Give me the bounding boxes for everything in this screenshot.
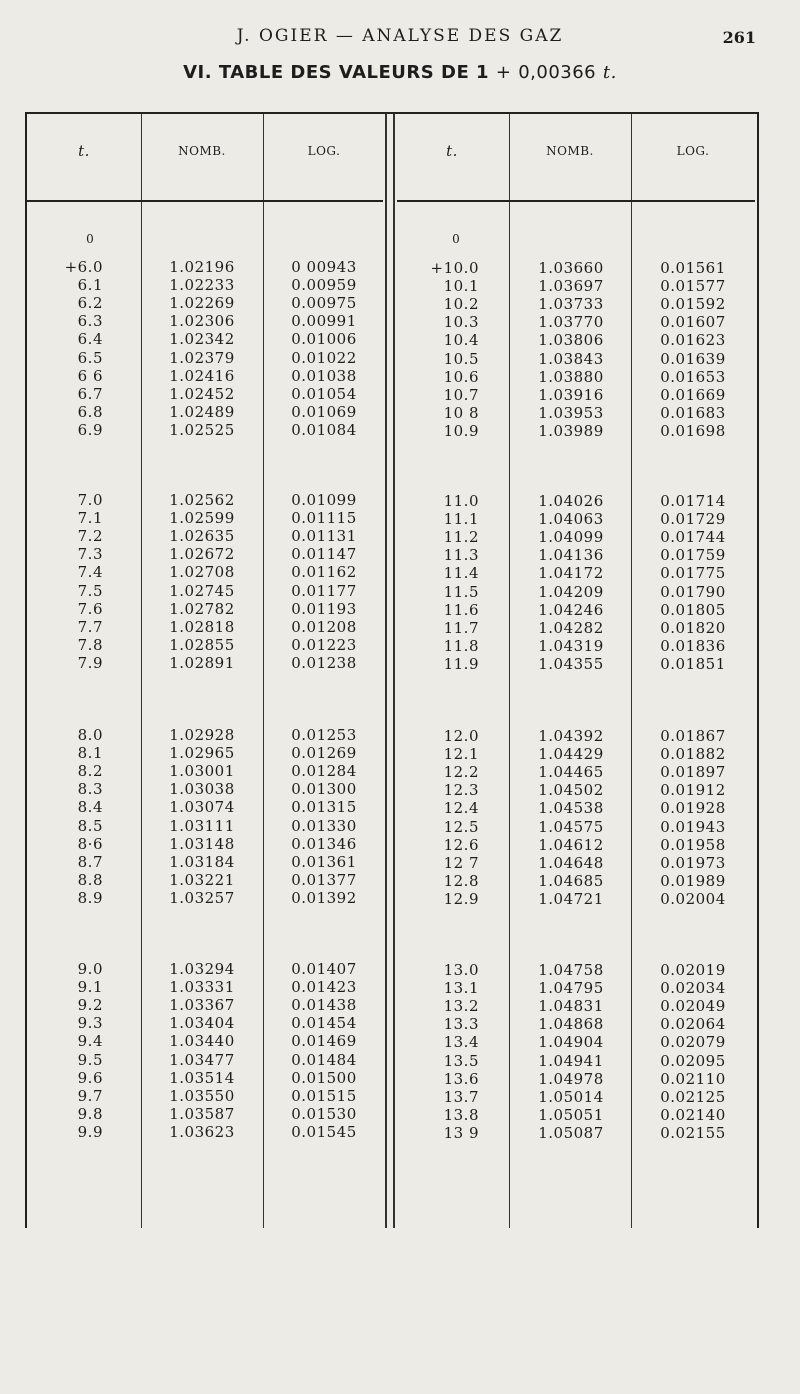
cell-nomb: 1.03514 <box>169 1068 235 1087</box>
cell-nomb: 1.04721 <box>538 889 604 908</box>
header-t-left: t. <box>78 142 90 160</box>
cell-nomb: 1.04246 <box>538 600 604 619</box>
cell-nomb: 1.04099 <box>538 528 604 547</box>
cell-t: 13.8 <box>443 1105 479 1124</box>
cell-log: 0.01484 <box>291 1050 357 1069</box>
cell-log: 0.01238 <box>291 653 357 672</box>
cell-t: 13.3 <box>443 1015 479 1034</box>
cell-t: 11.0 <box>443 492 479 510</box>
header-rule <box>397 200 755 202</box>
cell-t: 7.5 <box>77 581 103 600</box>
cell-log: 0.01115 <box>291 509 357 528</box>
cell-log: 0.01867 <box>660 727 726 745</box>
cell-t: 6.3 <box>77 312 103 331</box>
cell-log: 0.01851 <box>660 654 726 673</box>
cell-t: 11.5 <box>443 582 479 601</box>
cell-nomb: 1.04209 <box>538 582 604 601</box>
cell-log: 0.01423 <box>291 978 357 997</box>
cell-log: 0.01006 <box>291 330 357 349</box>
cell-t: 11.3 <box>443 546 479 565</box>
cell-nomb: 1.04868 <box>538 1015 604 1034</box>
cell-nomb: 1.02782 <box>169 599 235 618</box>
cell-t: +6.0 <box>64 258 103 276</box>
center-divider <box>385 114 387 1228</box>
cell-t: 13.6 <box>443 1069 479 1088</box>
cell-t: 13.2 <box>443 997 479 1016</box>
cell-log: 0 00943 <box>291 258 357 276</box>
cell-nomb: 1.03660 <box>538 259 604 277</box>
cell-log: 0.01438 <box>291 996 357 1015</box>
cell-log: 0.01131 <box>291 527 357 546</box>
cell-log: 0.02004 <box>660 889 726 908</box>
cell-t: 10.4 <box>443 331 479 350</box>
cell-nomb: 1.04172 <box>538 564 604 583</box>
cell-log: 0.00975 <box>291 294 357 313</box>
cell-t: 8·6 <box>77 834 103 853</box>
cell-nomb: 1.04136 <box>538 546 604 565</box>
cell-log: 0.01162 <box>291 563 357 582</box>
cell-log: 0.01407 <box>291 960 357 978</box>
cell-t: 7.4 <box>77 563 103 582</box>
header-nomb-right: NOMB. <box>546 144 594 158</box>
cell-nomb: 1.04758 <box>538 961 604 979</box>
cell-log: 0.01639 <box>660 349 726 368</box>
cell-log: 0.01989 <box>660 871 726 890</box>
cell-t: 13.0 <box>443 961 479 979</box>
cell-t: 13.7 <box>443 1087 479 1106</box>
cell-log: 0.01958 <box>660 835 726 854</box>
cell-log: 0.01315 <box>291 798 357 817</box>
cell-nomb: 1.02379 <box>169 348 235 367</box>
cell-log: 0.02034 <box>660 979 726 998</box>
cell-log: 0.01759 <box>660 546 726 565</box>
cell-log: 0.01392 <box>291 888 357 907</box>
cell-log: 0.01698 <box>660 421 726 440</box>
cell-nomb: 1.04978 <box>538 1069 604 1088</box>
cell-nomb: 1.03367 <box>169 996 235 1015</box>
cell-log: 0.01928 <box>660 799 726 818</box>
cell-nomb: 1.04392 <box>538 727 604 745</box>
cell-log: 0.01054 <box>291 384 357 403</box>
cell-nomb: 1.02599 <box>169 509 235 528</box>
cell-nomb: 1.05087 <box>538 1123 604 1142</box>
cell-nomb: 1.02891 <box>169 653 235 672</box>
header-log-right: LOG. <box>676 144 710 158</box>
cell-nomb: 1.03843 <box>538 349 604 368</box>
cell-t: 12.2 <box>443 763 479 782</box>
cell-nomb: 1.02745 <box>169 581 235 600</box>
cell-log: 0.01820 <box>660 618 726 637</box>
cell-t: 9.5 <box>77 1050 103 1069</box>
cell-nomb: 1.03148 <box>169 834 235 853</box>
cell-nomb: 1.04355 <box>538 654 604 673</box>
cell-log: 0.01683 <box>660 403 726 422</box>
cell-log: 0.00959 <box>291 276 357 295</box>
cell-nomb: 1.02672 <box>169 545 235 564</box>
cell-log: 0.02155 <box>660 1123 726 1142</box>
cell-t: 10.3 <box>443 313 479 332</box>
cell-log: 0.02110 <box>660 1069 726 1088</box>
cell-t: 11.9 <box>443 654 479 673</box>
cell-t: 11.4 <box>443 564 479 583</box>
cell-t: 9.4 <box>77 1032 103 1051</box>
cell-log: 0.01744 <box>660 528 726 547</box>
cell-nomb: 1.03697 <box>538 277 604 296</box>
cell-t: 8.1 <box>77 744 103 763</box>
cell-t: 11.7 <box>443 618 479 637</box>
cell-t: 12.0 <box>443 727 479 745</box>
cell-t: 6.9 <box>77 420 103 439</box>
cell-t: 12.9 <box>443 889 479 908</box>
cell-nomb: 1.03477 <box>169 1050 235 1069</box>
data-table <box>25 112 759 1228</box>
cell-nomb: 1.02855 <box>169 635 235 654</box>
cell-log: 0.01454 <box>291 1014 357 1033</box>
cell-log: 0.01836 <box>660 636 726 655</box>
cell-nomb: 1.03916 <box>538 385 604 404</box>
cell-nomb: 1.03038 <box>169 780 235 799</box>
cell-t: 12.4 <box>443 799 479 818</box>
cell-log: 0.01882 <box>660 745 726 764</box>
cell-t: 6.1 <box>77 276 103 295</box>
cell-nomb: 1.03221 <box>169 870 235 889</box>
cell-t: 7.8 <box>77 635 103 654</box>
cell-log: 0.01805 <box>660 600 726 619</box>
cell-nomb: 1.02452 <box>169 384 235 403</box>
cell-nomb: 1.04026 <box>538 492 604 510</box>
cell-t: 8.5 <box>77 816 103 835</box>
cell-nomb: 1.03953 <box>538 403 604 422</box>
cell-log: 0.01577 <box>660 277 726 296</box>
cell-log: 0.00991 <box>291 312 357 331</box>
cell-nomb: 1.03001 <box>169 762 235 781</box>
cell-nomb: 1.02233 <box>169 276 235 295</box>
cell-log: 0.01084 <box>291 420 357 439</box>
cell-t: 6.8 <box>77 402 103 421</box>
cell-nomb: 1.04319 <box>538 636 604 655</box>
cell-t: 11.2 <box>443 528 479 547</box>
cell-nomb: 1.03294 <box>169 960 235 978</box>
cell-t: 12.5 <box>443 817 479 836</box>
cell-log: 0.01515 <box>291 1086 357 1105</box>
cell-log: 0.01177 <box>291 581 357 600</box>
cell-nomb: 1.03111 <box>169 816 235 835</box>
cell-t: 12.6 <box>443 835 479 854</box>
cell-log: 0.01330 <box>291 816 357 835</box>
cell-t: 10.1 <box>443 277 479 296</box>
cell-log: 0.01253 <box>291 726 357 744</box>
cell-nomb: 1.05051 <box>538 1105 604 1124</box>
cell-log: 0.02125 <box>660 1087 726 1106</box>
cell-nomb: 1.02928 <box>169 726 235 744</box>
cell-t: 6.2 <box>77 294 103 313</box>
header-nomb-left: NOMB. <box>178 144 226 158</box>
cell-log: 0.02064 <box>660 1015 726 1034</box>
degree-zero-right: 0 <box>452 232 460 246</box>
cell-t: 9.9 <box>77 1122 103 1141</box>
cell-nomb: 1.02269 <box>169 294 235 313</box>
cell-log: 0.01147 <box>291 545 357 564</box>
cell-log: 0.01022 <box>291 348 357 367</box>
cell-t: 12.8 <box>443 871 479 890</box>
cell-t: 7.3 <box>77 545 103 564</box>
table-title-prefix: VI. TABLE DES VALEURS DE 1 <box>183 62 490 83</box>
cell-t: 10.6 <box>443 367 479 386</box>
cell-nomb: 1.03440 <box>169 1032 235 1051</box>
cell-t: 6.5 <box>77 348 103 367</box>
cell-t: 6.7 <box>77 384 103 403</box>
cell-log: 0.01973 <box>660 853 726 872</box>
cell-t: 7.6 <box>77 599 103 618</box>
cell-nomb: 1.04538 <box>538 799 604 818</box>
cell-nomb: 1.04282 <box>538 618 604 637</box>
table-title-suffix: 0,00366 <box>518 62 597 83</box>
cell-nomb: 1.03074 <box>169 798 235 817</box>
cell-t: 8.9 <box>77 888 103 907</box>
cell-t: 10.7 <box>443 385 479 404</box>
cell-t: 9.3 <box>77 1014 103 1033</box>
cell-log: 0.01775 <box>660 564 726 583</box>
cell-log: 0.01223 <box>291 635 357 654</box>
running-head-title: J. OGIER — ANALYSE DES GAZ <box>236 26 564 46</box>
cell-nomb: 1.03806 <box>538 331 604 350</box>
cell-nomb: 1.04831 <box>538 997 604 1016</box>
cell-nomb: 1.03880 <box>538 367 604 386</box>
cell-t: 13 9 <box>443 1123 479 1142</box>
header-rule <box>27 200 383 202</box>
cell-nomb: 1.02306 <box>169 312 235 331</box>
cell-nomb: 1.03257 <box>169 888 235 907</box>
running-head <box>0 26 800 52</box>
cell-t: 10 8 <box>443 403 479 422</box>
cell-log: 0.01038 <box>291 366 357 385</box>
cell-t: 13.1 <box>443 979 479 998</box>
cell-t: 8.3 <box>77 780 103 799</box>
cell-nomb: 1.03404 <box>169 1014 235 1033</box>
cell-t: 12 7 <box>443 853 479 872</box>
cell-t: 9.7 <box>77 1086 103 1105</box>
cell-t: 6.4 <box>77 330 103 349</box>
cell-log: 0.01346 <box>291 834 357 853</box>
cell-nomb: 1.05014 <box>538 1087 604 1106</box>
cell-nomb: 1.03770 <box>538 313 604 332</box>
cell-log: 0.02019 <box>660 961 726 979</box>
cell-log: 0.01377 <box>291 870 357 889</box>
cell-nomb: 1.04063 <box>538 510 604 529</box>
cell-t: 11.8 <box>443 636 479 655</box>
cell-log: 0.01729 <box>660 510 726 529</box>
table-title-operator: + <box>495 62 512 83</box>
cell-log: 0.01469 <box>291 1032 357 1051</box>
cell-log: 0.01284 <box>291 762 357 781</box>
cell-nomb: 1.04795 <box>538 979 604 998</box>
cell-nomb: 1.03184 <box>169 852 235 871</box>
cell-t: 8.7 <box>77 852 103 871</box>
cell-nomb: 1.04502 <box>538 781 604 800</box>
cell-t: 8.2 <box>77 762 103 781</box>
cell-t: 11.1 <box>443 510 479 529</box>
cell-t: +10.0 <box>430 259 479 277</box>
cell-log: 0.01069 <box>291 402 357 421</box>
cell-nomb: 1.04429 <box>538 745 604 764</box>
cell-t: 9.8 <box>77 1104 103 1123</box>
header-t-right: t. <box>446 142 458 160</box>
cell-nomb: 1.02965 <box>169 744 235 763</box>
cell-t: 12.1 <box>443 745 479 764</box>
cell-log: 0.01530 <box>291 1104 357 1123</box>
cell-t: 8.4 <box>77 798 103 817</box>
cell-nomb: 1.03331 <box>169 978 235 997</box>
cell-log: 0.01500 <box>291 1068 357 1087</box>
cell-log: 0.01592 <box>660 295 726 314</box>
cell-log: 0.01300 <box>291 780 357 799</box>
cell-log: 0.02140 <box>660 1105 726 1124</box>
cell-nomb: 1.02342 <box>169 330 235 349</box>
cell-nomb: 1.02416 <box>169 366 235 385</box>
cell-t: 7.0 <box>77 491 103 509</box>
cell-nomb: 1.04685 <box>538 871 604 890</box>
cell-nomb: 1.03989 <box>538 421 604 440</box>
cell-log: 0.01561 <box>660 259 726 277</box>
cell-t: 13.4 <box>443 1033 479 1052</box>
cell-nomb: 1.02562 <box>169 491 235 509</box>
cell-nomb: 1.04465 <box>538 763 604 782</box>
cell-nomb: 1.02489 <box>169 402 235 421</box>
cell-nomb: 1.04648 <box>538 853 604 872</box>
cell-log: 0.01208 <box>291 617 357 636</box>
page-number: 261 <box>722 28 756 47</box>
cell-log: 0.02079 <box>660 1033 726 1052</box>
cell-t: 10.9 <box>443 421 479 440</box>
cell-t: 7.9 <box>77 653 103 672</box>
cell-t: 10.5 <box>443 349 479 368</box>
cell-t: 13.5 <box>443 1051 479 1070</box>
cell-nomb: 1.02196 <box>169 258 235 276</box>
cell-nomb: 1.04941 <box>538 1051 604 1070</box>
cell-t: 7.7 <box>77 617 103 636</box>
cell-log: 0.01897 <box>660 763 726 782</box>
cell-log: 0.02049 <box>660 997 726 1016</box>
cell-t: 7.2 <box>77 527 103 546</box>
cell-nomb: 1.02525 <box>169 420 235 439</box>
cell-nomb: 1.02818 <box>169 617 235 636</box>
cell-log: 0.01653 <box>660 367 726 386</box>
cell-t: 6 6 <box>77 366 103 385</box>
cell-log: 0.01269 <box>291 744 357 763</box>
cell-nomb: 1.02708 <box>169 563 235 582</box>
cell-log: 0.01912 <box>660 781 726 800</box>
cell-t: 12.3 <box>443 781 479 800</box>
degree-zero-left: 0 <box>86 232 94 246</box>
cell-nomb: 1.03550 <box>169 1086 235 1105</box>
cell-t: 11.6 <box>443 600 479 619</box>
cell-log: 0.01361 <box>291 852 357 871</box>
cell-t: 9.0 <box>77 960 103 978</box>
cell-log: 0.01669 <box>660 385 726 404</box>
cell-log: 0.01623 <box>660 331 726 350</box>
cell-t: 10.2 <box>443 295 479 314</box>
cell-t: 9.2 <box>77 996 103 1015</box>
cell-nomb: 1.03623 <box>169 1122 235 1141</box>
cell-log: 0.02095 <box>660 1051 726 1070</box>
cell-nomb: 1.02635 <box>169 527 235 546</box>
cell-log: 0.01193 <box>291 599 357 618</box>
cell-log: 0.01545 <box>291 1122 357 1141</box>
cell-log: 0.01790 <box>660 582 726 601</box>
table-title <box>0 62 800 83</box>
cell-log: 0.01943 <box>660 817 726 836</box>
cell-nomb: 1.03733 <box>538 295 604 314</box>
cell-nomb: 1.04612 <box>538 835 604 854</box>
cell-log: 0.01099 <box>291 491 357 509</box>
cell-nomb: 1.04904 <box>538 1033 604 1052</box>
cell-nomb: 1.03587 <box>169 1104 235 1123</box>
cell-nomb: 1.04575 <box>538 817 604 836</box>
cell-t: 8.8 <box>77 870 103 889</box>
cell-t: 9.6 <box>77 1068 103 1087</box>
cell-log: 0.01714 <box>660 492 726 510</box>
cell-t: 9.1 <box>77 978 103 997</box>
table-title-variable: t. <box>602 62 617 83</box>
cell-log: 0.01607 <box>660 313 726 332</box>
header-log-left: LOG. <box>307 144 341 158</box>
cell-t: 7.1 <box>77 509 103 528</box>
cell-t: 8.0 <box>77 726 103 744</box>
